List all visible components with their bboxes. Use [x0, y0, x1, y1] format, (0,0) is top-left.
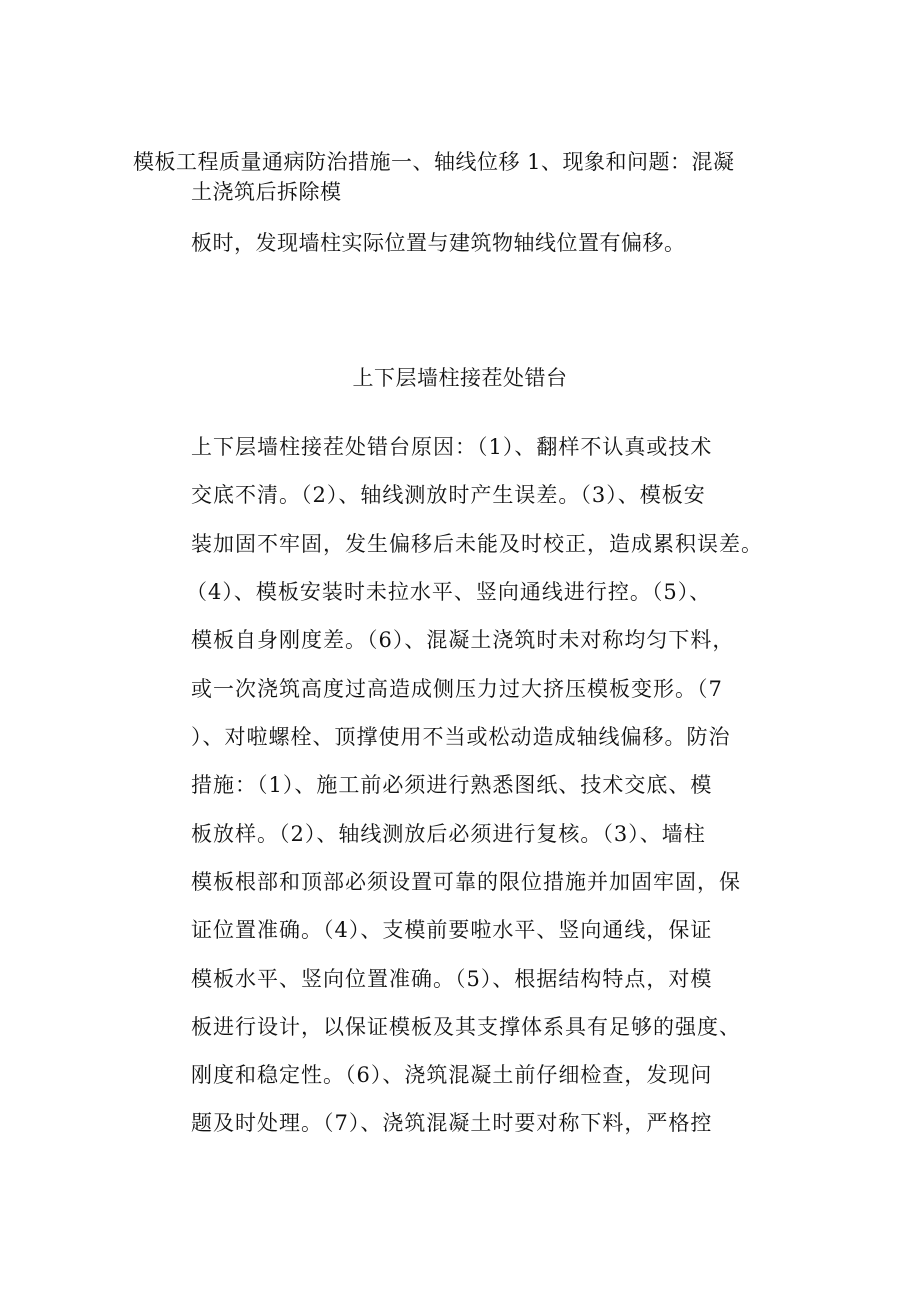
- body-line-6: 或一次浇筑高度过高造成侧压力过大挤压模板变形。（7: [191, 677, 723, 701]
- body-line-13: 板进行设计，以保证模板及其支撑体系具有足够的强度、: [191, 1015, 741, 1039]
- body-line-9: 板放样。（2）、轴线测放后必须进行复核。（3）、墙柱: [191, 822, 706, 846]
- intro-paragraph: 板时，发现墙柱实际位置与建筑物轴线位置有偏移。: [191, 231, 686, 255]
- document-title-line-2: 土浇筑后拆除模: [191, 180, 342, 204]
- document-title-line-1: 模板工程质量通病防治措施一、轴线位移 1、现象和问题：混凝: [133, 150, 735, 174]
- body-line-4: （4）、模板安装时未拉水平、竖向通线进行控。（5）、: [186, 580, 712, 604]
- body-line-8: 措施：（1）、施工前必须进行熟悉图纸、技术交底、模: [191, 773, 713, 797]
- body-line-2: 交底不清。（2）、轴线测放时产生误差。（3）、模板安: [191, 483, 706, 507]
- body-line-11: 证位置准确。（4）、支模前要啦水平、竖向通线，保证: [191, 918, 713, 942]
- body-line-10: 模板根部和顶部必须设置可靠的限位措施并加固牢固，保: [191, 870, 741, 894]
- body-line-5: 模板自身刚度差。（6）、混凝土浇筑时未对称均匀下料，: [191, 628, 735, 652]
- section-heading: 上下层墙柱接茬处错台: [352, 366, 568, 390]
- body-line-14: 刚度和稳定性。（6）、浇筑混凝土前仔细检查，发现问: [191, 1063, 713, 1087]
- body-line-12: 模板水平、竖向位置准确。（5）、根据结构特点，对模: [191, 967, 713, 991]
- body-line-3: 装加固不牢固，发生偏移后未能及时校正，造成累积误差。: [191, 532, 763, 556]
- body-line-1: 上下层墙柱接茬处错台原因：（1）、翻样不认真或技术: [191, 435, 713, 459]
- body-line-7: ）、对啦螺栓、顶撑使用不当或松动造成轴线偏移。防治: [191, 725, 731, 749]
- body-line-15: 题及时处理。（7）、浇筑混凝土时要对称下料，严格控: [191, 1111, 713, 1135]
